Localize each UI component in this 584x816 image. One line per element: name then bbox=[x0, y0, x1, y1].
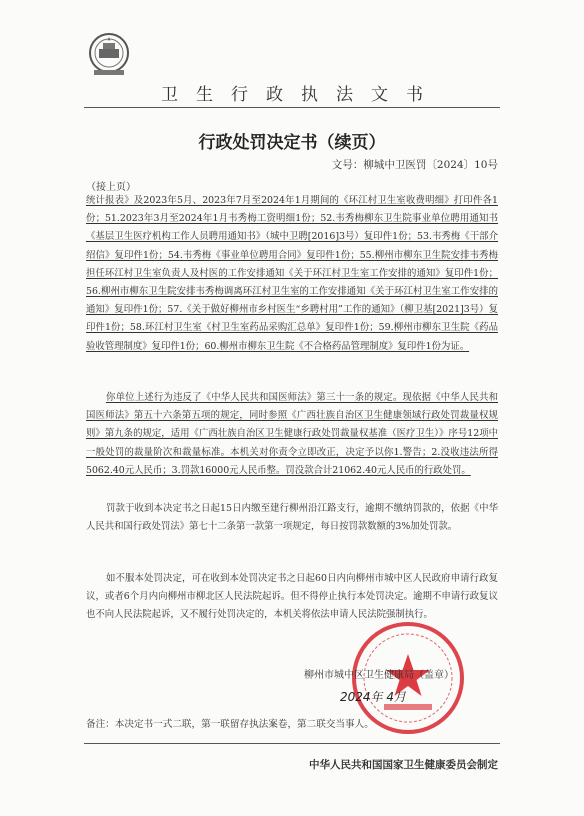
document-title: 行政处罚决定书（续页） bbox=[198, 133, 386, 153]
issuer-signature: 柳州市城中区卫生健康局（盖章） bbox=[304, 670, 454, 681]
header-title: 卫生行政执法文书 bbox=[161, 85, 441, 105]
sign-date: 2024年 4月 bbox=[340, 690, 406, 704]
evidence-paragraph bbox=[86, 192, 498, 356]
continuation-mark: （接上页） bbox=[86, 182, 136, 193]
payment-paragraph bbox=[86, 500, 498, 536]
payment-text: 罚款于收到本决定书之日起15日内缴至建行柳州沿江路支行，逾期不缴纳罚款的，依据《中华人民共和国行政处罚法》第七十二条第一款第一项规定，每日按罚款数额的3%加处罚款。 bbox=[86, 503, 498, 533]
header-divider bbox=[84, 107, 500, 108]
violation-paragraph bbox=[86, 389, 498, 480]
footer-issuer: 中华人民共和国国家卫生健康委员会制定 bbox=[309, 759, 498, 771]
footer-divider bbox=[84, 743, 500, 744]
appeal-paragraph bbox=[86, 570, 498, 625]
appeal-text: 如不服本处罚决定，可在收到本处罚决定书之日起60日内向柳州市城中区人民政府申请行政复议，或者6个月内向柳州市柳北区人民法院起诉。但不得停止执行本处罚决定。逾期不申请行政复议也不向人民法院起诉，又不履行处罚决定的，本机关将依法申请人民法院强制执行。 bbox=[86, 573, 498, 621]
national-emblem-icon bbox=[86, 30, 132, 78]
document-number: 文号：柳城中卫医罚〔2024〕10号 bbox=[331, 159, 498, 171]
document-note: 备注：本决定书一式二联，第一联留存执法案卷，第二联交当事人。 bbox=[86, 719, 374, 730]
violation-text: 你单位上述行为违反了《中华人民共和国医师法》第三十一条的规定。现依据《中华人民共和国医师法》第五十六条第五项的规定，同时参照《广西壮族自治区卫生健康领域行政处罚裁量权规则》第九条的规定，适用《广西壮族自治区卫生健康行政处罚裁量权基准（医疗卫生）》序号12项中一般处罚的裁量阶次和裁量标准。本机关对你责令立即改正，决定予以你1.警告；2.没收违法所得5062.40元人民币；3.罚款16000元人民币整。罚没款合计21062.40元人民币的行政处罚。 bbox=[86, 392, 498, 476]
evidence-text: 统计报表》及2023年5月、2023年7月至2024年1月期间的《环江村卫生室收费明细》打印件各1份；51.2023年3月至2024年1月韦秀梅工资明细1份；52.韦秀梅柳东卫生院事业单位聘用通知书《基层卫生医疗机构工作人员聘用通知书》（城中卫聘[2016]3号）复印件1份；53.韦秀梅《干部介绍信》复印件1份；54.韦秀梅《事业单位聘用合同》复印件1份；55.柳州市柳东卫生院安排韦秀梅担任环江村卫生室负责人及村医的工作安排通知《关于环江村卫生室工作安排的通知》复印件1份；56.柳州市柳东卫生院安排韦秀梅调离环江村卫生室的工作安排通知《关于环江村卫生室工作安排的通知》复印件1份；57.《关于做好柳州市乡村医生“乡聘村用”工作的通知》（柳卫基[2021]3号）复印件1份；58.环江村卫生室《村卫生室药品采购汇总单》复印件1份；59.柳州市柳东卫生院《药品验收管理制度》复印件1份；60.柳州市柳东卫生院《不合格药品管理制度》复印件1份为证。 bbox=[86, 195, 498, 352]
